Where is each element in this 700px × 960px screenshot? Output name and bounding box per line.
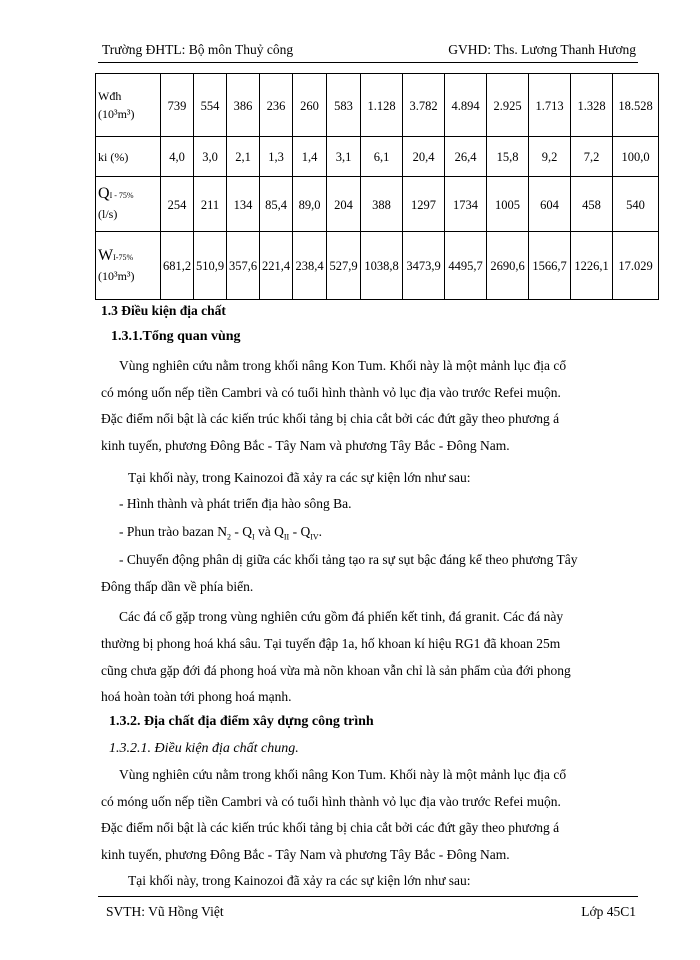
table-cell: 15,8 <box>487 137 529 177</box>
table-cell: 1,3 <box>260 137 293 177</box>
table-cell: 357,6 <box>227 232 260 300</box>
hydrology-table <box>95 73 659 300</box>
table-cell: 1566,7 <box>529 232 571 300</box>
row-label <box>96 137 161 177</box>
table-cell: 1,4 <box>293 137 327 177</box>
table-cell: 89,0 <box>293 177 327 232</box>
table-cell: 386 <box>227 74 260 137</box>
row-label-unit: (10³m³) <box>98 268 135 283</box>
row-label <box>96 74 161 137</box>
table-cell: 458 <box>571 177 613 232</box>
bullet-3-line: - Chuyển động phân dị giữa các khối tảng tạo ra sự sụt bậc đáng kể theo phương Tây <box>119 552 578 567</box>
footer-class: Lớp 45C1 <box>581 904 636 919</box>
row-label-index: I-75% <box>113 252 134 262</box>
table-cell: 204 <box>327 177 361 232</box>
paragraph-3-line: thường bị phong hoá khá sâu. Tại tuyến đập 1a, hố khoan kí hiệu RG1 đã khoan 25m <box>101 636 561 651</box>
table-row <box>96 232 659 300</box>
table-row <box>96 177 659 232</box>
table-cell: 604 <box>529 177 571 232</box>
row-label-main: Wđh <box>98 89 122 103</box>
paragraph-4-line: kinh tuyến, phương Đông Bắc - Tây Nam và phương Tây Bắc - Đông Nam. <box>101 847 510 862</box>
bullet-3-line: Đông thấp dần về phía biển. <box>101 579 254 594</box>
table-cell: 1038,8 <box>361 232 403 300</box>
table-cell: 1226,1 <box>571 232 613 300</box>
bullet-2: - Phun trào bazan $N_2 - Q_I$ và $Q_{II} - Q_{IV}$. <box>119 524 323 542</box>
row-label-index: I - 75% <box>109 191 134 200</box>
table-cell: 4.894 <box>445 74 487 137</box>
heading-1-3-1: 1.3.1.Tổng quan vùng <box>111 329 241 344</box>
paragraph-1-line: Vùng nghiên cứu nằm trong khối nâng Kon Tum. Khối này là một mảnh lục địa cổ <box>119 358 567 373</box>
table-cell: 3.782 <box>403 74 445 137</box>
table-cell: 134 <box>227 177 260 232</box>
paragraph-5: Tại khối này, trong Kainozoi đã xảy ra các sự kiện lớn như sau: <box>128 873 471 888</box>
table-cell: 510,9 <box>194 232 227 300</box>
paragraph-2: Tại khối này, trong Kainozoi đã xảy ra các sự kiện lớn như sau: <box>128 470 471 485</box>
paragraph-4-line: có móng uốn nếp tiền Cambri và có tuổi hình thành vỏ lục địa vào trước Refei muộn. <box>101 794 561 809</box>
paragraph-4-line: Đặc điểm nổi bật là các kiến trúc khối tảng bị chia cắt bởi các đứt gãy theo phương á <box>101 820 560 835</box>
row-label-unit: (10³m³) <box>98 107 135 121</box>
table-cell: 20,4 <box>403 137 445 177</box>
heading-1-3-2-1: 1.3.2.1. Điều kiện địa chất chung. <box>109 741 299 756</box>
row-label <box>96 177 161 232</box>
heading-1-3: 1.3 Điều kiện địa chất <box>101 303 226 318</box>
table-cell: 4,0 <box>161 137 194 177</box>
paragraph-3-line: Các đá cổ gặp trong vùng nghiên cứu gồm đá phiến kết tinh, đá granit. Các đá này <box>119 609 564 624</box>
table-cell: 236 <box>260 74 293 137</box>
table-cell: 238,4 <box>293 232 327 300</box>
page-footer <box>98 896 638 919</box>
table-cell: 9,2 <box>529 137 571 177</box>
table-cell: 739 <box>161 74 194 137</box>
table-cell: 26,4 <box>445 137 487 177</box>
table-cell: 1297 <box>403 177 445 232</box>
table-cell: 254 <box>161 177 194 232</box>
table-cell: 4495,7 <box>445 232 487 300</box>
table-cell: 583 <box>327 74 361 137</box>
paragraph-1-line: kinh tuyến, phương Đông Bắc - Tây Nam và phương Tây Bắc - Đông Nam. <box>101 438 510 453</box>
bullet-1: - Hình thành và phát triển địa hào sông Ba. <box>119 496 352 511</box>
header-supervisor: GVHD: Ths. Lương Thanh Hương <box>448 42 636 57</box>
table-cell: 100,0 <box>613 137 659 177</box>
table-cell: 2.925 <box>487 74 529 137</box>
table-cell: 681,2 <box>161 232 194 300</box>
table-row <box>96 74 659 137</box>
heading-1-3-2: 1.3.2. Địa chất địa điểm xây dựng công trình <box>109 714 374 729</box>
row-label-main: W <box>98 246 114 264</box>
table-cell: 7,2 <box>571 137 613 177</box>
header-school: Trường ĐHTL: Bộ môn Thuỷ công <box>102 42 294 57</box>
table-cell: 1.128 <box>361 74 403 137</box>
paragraph-3-line: hoá hoàn toàn tới phong hoá mạnh. <box>101 689 292 704</box>
table-cell: 2,1 <box>227 137 260 177</box>
table-cell: 3,0 <box>194 137 227 177</box>
table-cell: 1005 <box>487 177 529 232</box>
row-label <box>96 232 161 300</box>
paragraph-1-line: Đặc điểm nổi bật là các kiến trúc khối tảng bị chia cắt bởi các đứt gãy theo phương á <box>101 411 560 426</box>
paragraph-4-line: Vùng nghiên cứu nằm trong khối nâng Kon Tum. Khối này là một mảnh lục địa cổ <box>119 767 567 782</box>
table-cell: 85,4 <box>260 177 293 232</box>
table-cell: 17.029 <box>613 232 659 300</box>
row-label-main: ki (%) <box>98 149 129 164</box>
page-header <box>98 42 638 63</box>
table-cell: 527,9 <box>327 232 361 300</box>
table-cell: 2690,6 <box>487 232 529 300</box>
row-label-unit: (l/s) <box>98 207 118 221</box>
table-cell: 388 <box>361 177 403 232</box>
table-row <box>96 137 659 177</box>
paragraph-3-line: cũng chưa gặp đới đá phong hoá vừa mà nõn khoan vẫn chỉ là sản phẩm của đới phong <box>101 663 571 678</box>
table-cell: 18.528 <box>613 74 659 137</box>
table-cell: 1.328 <box>571 74 613 137</box>
paragraph-1-line: có móng uốn nếp tiền Cambri và có tuổi hình thành vỏ lục địa vào trước Refei muộn. <box>101 385 561 400</box>
row-label-main: Q <box>98 185 110 202</box>
footer-student: SVTH: Vũ Hồng Việt <box>106 904 224 919</box>
table-cell: 1734 <box>445 177 487 232</box>
table-cell: 221,4 <box>260 232 293 300</box>
table-cell: 211 <box>194 177 227 232</box>
table-cell: 3473,9 <box>403 232 445 300</box>
table-cell: 6,1 <box>361 137 403 177</box>
table-cell: 1.713 <box>529 74 571 137</box>
table-cell: 3,1 <box>327 137 361 177</box>
table-cell: 554 <box>194 74 227 137</box>
table-cell: 260 <box>293 74 327 137</box>
table-cell: 540 <box>613 177 659 232</box>
